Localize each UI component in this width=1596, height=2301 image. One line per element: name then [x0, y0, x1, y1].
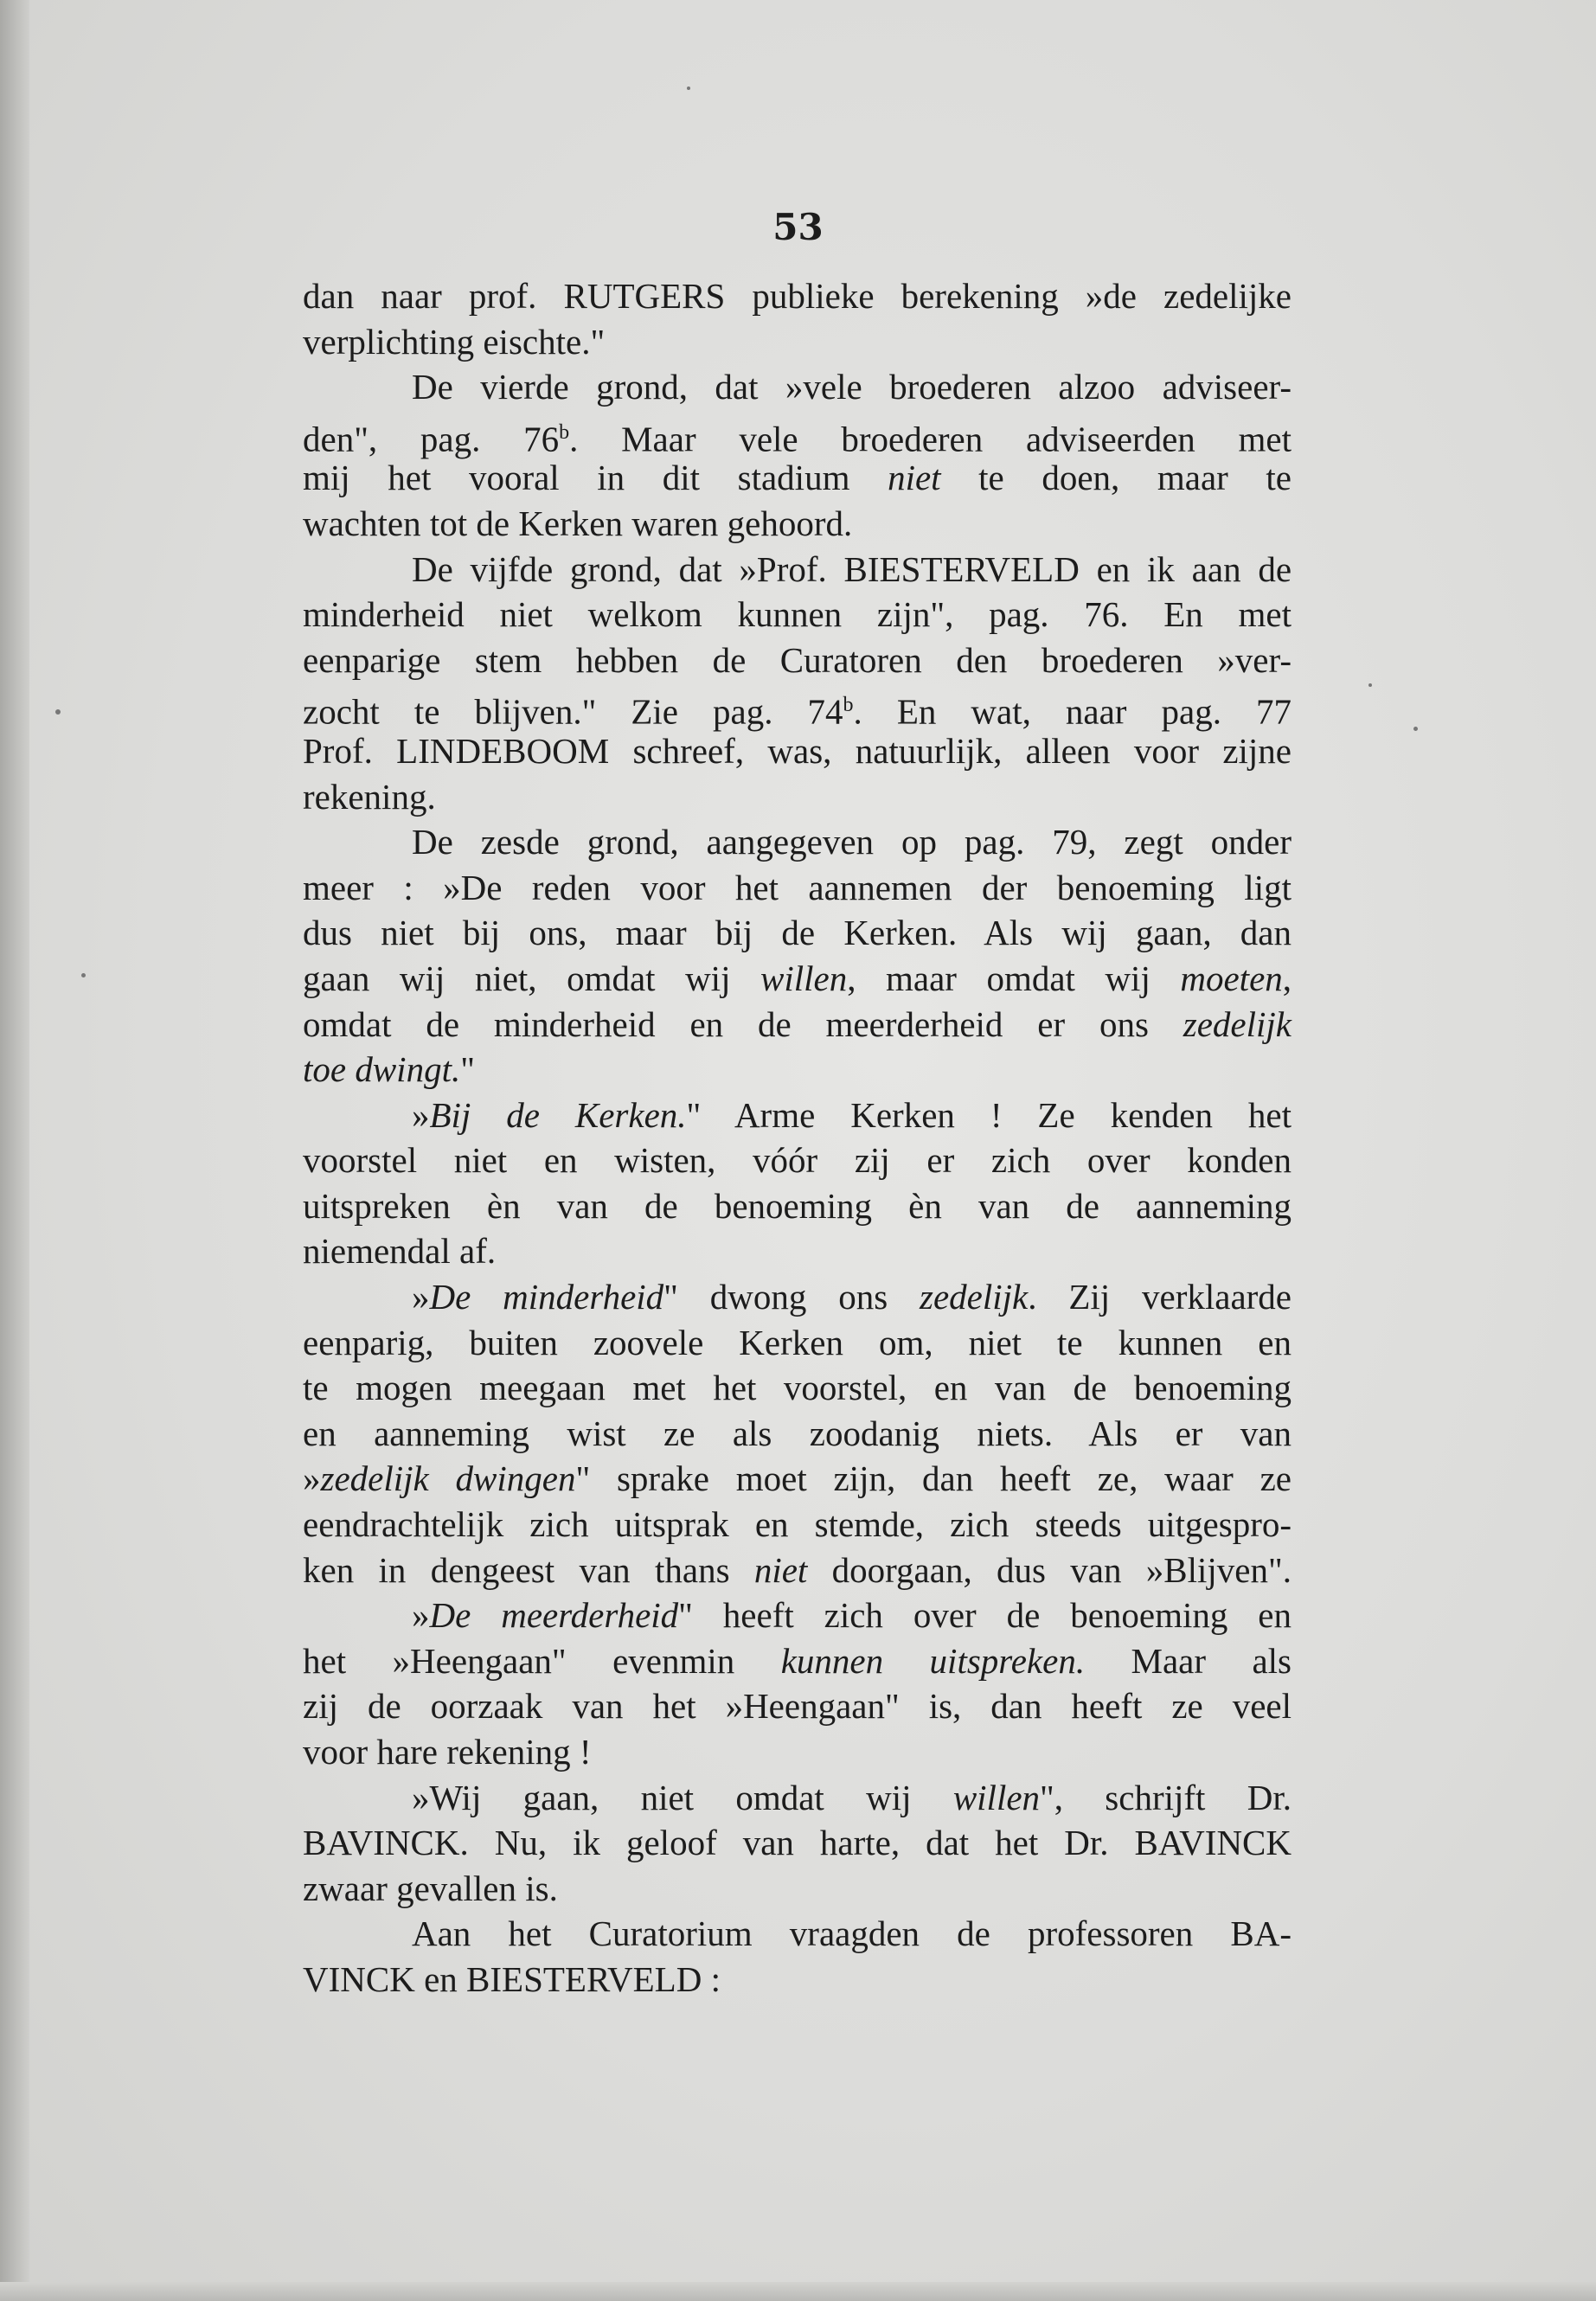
scan-binding-edge: [0, 0, 29, 2301]
body-text: [303, 273, 1292, 2003]
text-line: »De meerderheid" heeft zich over de benoeming en: [412, 1595, 1292, 1636]
ink-speck: [55, 709, 61, 715]
text-line: ken in dengeest van thans niet doorgaan, dus van »Blijven".: [303, 1549, 1292, 1590]
text-line: De vijfde grond, dat »Prof. BIESTERVELD en ik aan de: [412, 548, 1292, 589]
text-line: zij de oorzaak van het »Heengaan" is, dan heeft ze veel: [303, 1686, 1292, 1727]
text-line: den", pag. 76$^b$. Maar vele broederen adviseerden met: [303, 419, 1292, 459]
text-line: »Bij de Kerken." Arme Kerken ! Ze kenden het: [412, 1094, 1292, 1135]
ink-speck: [687, 87, 690, 90]
text-line: BAVINCK. Nu, ik geloof van harte, dat het Dr. BAVINCK: [303, 1823, 1292, 1863]
text-line: meer : »De reden voor het aannemen der benoeming ligt: [303, 867, 1292, 907]
ink-speck: [1413, 727, 1418, 731]
text-line: het »Heengaan" evenmin kunnen uitspreken. Maar als: [303, 1640, 1292, 1681]
text-line: voorstel niet en wisten, vóór zij er zich over konden: [303, 1140, 1292, 1181]
text-line: toe dwingt.": [303, 1049, 475, 1090]
text-line: voor hare rekening !: [303, 1732, 592, 1772]
text-line: niemendal af.: [303, 1231, 497, 1272]
text-line: en aanneming wist ze als zoodanig niets. Als er van: [303, 1413, 1292, 1453]
text-line: De vierde grond, dat »vele broederen alzoo adviseer-: [412, 367, 1292, 407]
text-line: dan naar prof. RUTGERS publieke berekening »de zedelijke: [303, 276, 1292, 316]
ink-speck: [81, 973, 86, 977]
text-line: eendrachtelijk zich uitsprak en stemde, zich steeds uitgespro-: [303, 1504, 1292, 1545]
text-line: Aan het Curatorium vraagden de professoren BA-: [412, 1913, 1292, 1954]
text-line: mij het vooral in dit stadium niet te doen, maar te: [303, 458, 1292, 498]
text-line: dus niet bij ons, maar bij de Kerken. Als wij gaan, dan: [303, 913, 1292, 953]
text-line: eenparig, buiten zoovele Kerken om, niet te kunnen en: [303, 1322, 1292, 1362]
scan-bottom-edge: [0, 2282, 1596, 2301]
text-line: Prof. LINDEBOOM schreef, was, natuurlijk, alleen voor zijne: [303, 730, 1292, 771]
text-line: minderheid niet welkom kunnen zijn", pag. 76. En met: [303, 594, 1292, 635]
text-line: zocht te blijven." Zie pag. 74$^b$. En wat, naar pag. 77: [303, 692, 1292, 732]
text-line: uitspreken èn van de benoeming èn van de aanneming: [303, 1185, 1292, 1226]
page-number: 53: [772, 206, 824, 248]
text-line: omdat de minderheid en de meerderheid er ons zedelijk: [303, 1003, 1292, 1044]
text-line: te mogen meegaan met het voorstel, en van de benoeming: [303, 1368, 1292, 1408]
text-line: zwaar gevallen is.: [303, 1868, 558, 1908]
text-line: De zesde grond, aangegeven op pag. 79, zegt onder: [412, 822, 1292, 862]
text-line: »De minderheid" dwong ons zedelijk. Zij verklaarde: [412, 1277, 1292, 1317]
text-line: rekening.: [303, 776, 436, 817]
text-line: wachten tot de Kerken waren gehoord.: [303, 503, 853, 543]
text-line: »Wij gaan, niet omdat wij willen", schrijft Dr.: [412, 1777, 1292, 1817]
ink-speck: [1368, 683, 1372, 687]
text-line: »zedelijk dwingen" sprake moet zijn, dan heeft ze, waar ze: [303, 1458, 1292, 1499]
text-line: eenparige stem hebben de Curatoren den broederen »ver-: [303, 639, 1292, 680]
text-line: verplichting eischte.": [303, 321, 606, 362]
text-line: VINCK en BIESTERVELD :: [303, 1958, 721, 1999]
text-line: gaan wij niet, omdat wij willen, maar omdat wij moeten,: [303, 958, 1292, 998]
